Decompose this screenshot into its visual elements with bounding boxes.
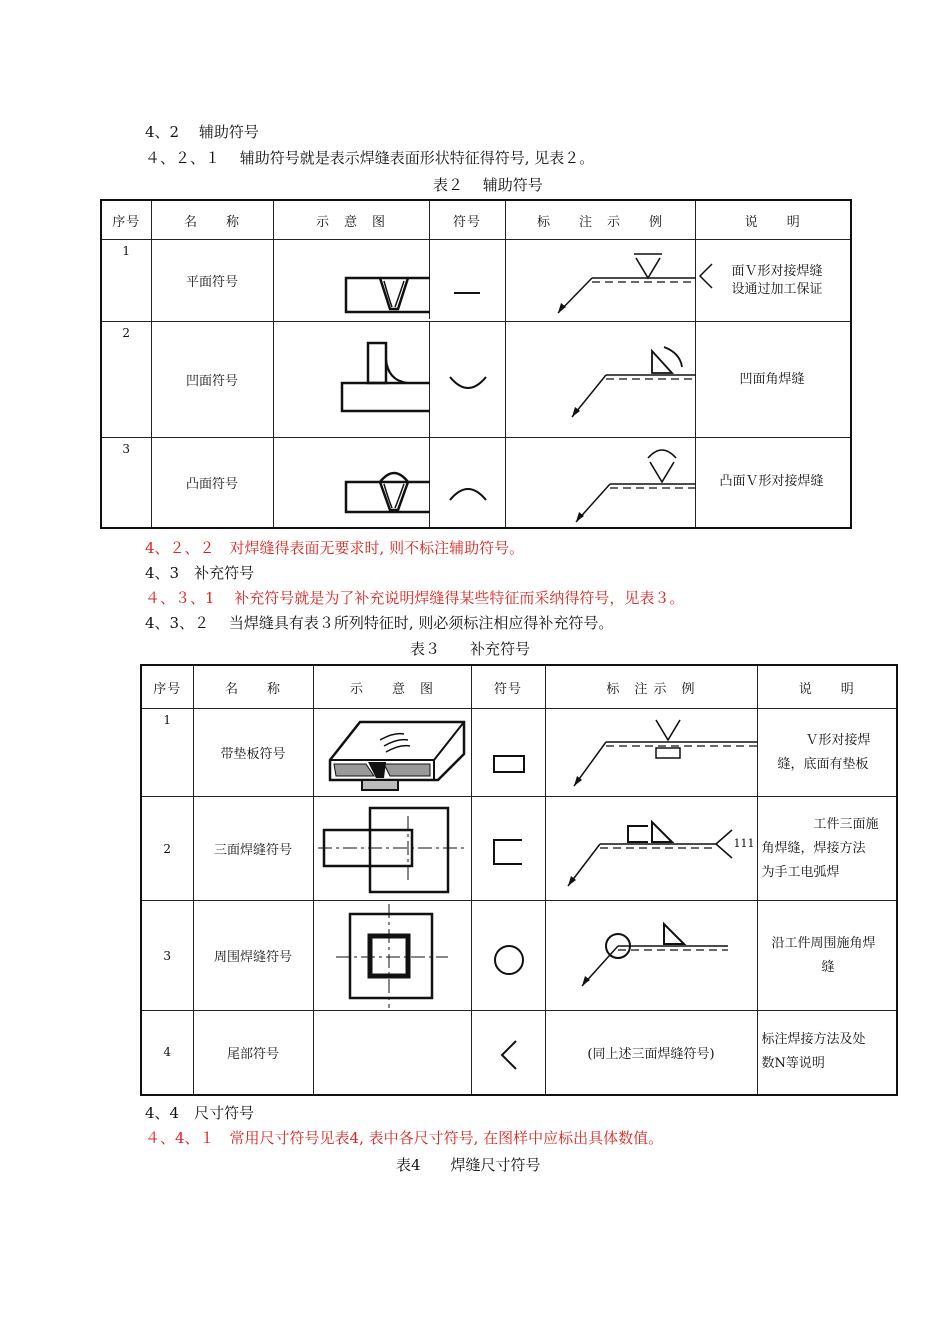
convex-symbol-icon [450, 489, 486, 500]
desc-line-1: 工件三面施 [813, 816, 879, 832]
desc-line-1: 沿工件周围施角焊 [771, 935, 876, 951]
three-sided-symbol-cell [471, 797, 545, 901]
tail-example: (同上述三面焊缝符号) [545, 1011, 757, 1095]
para-4-2-2: 4、２、２ 对焊缝得表面无要求时, 则不标注辅助符号。 [145, 539, 525, 557]
table-row [141, 901, 897, 1011]
symbol-name: 三面焊缝符号 [193, 797, 313, 901]
table4-caption: 表4 焊缝尺寸符号 [396, 1156, 541, 1174]
desc-line-3: 为手工电弧焊 [761, 864, 840, 880]
description [695, 240, 851, 322]
row-number: 2 [101, 322, 151, 438]
row-number: 3 [141, 901, 193, 1011]
desc-line-1: 凹面角焊缝 [739, 371, 805, 387]
table-row [101, 322, 851, 438]
t2-header-name: 名 称 [151, 200, 273, 240]
t3-header-desc: 说 明 [757, 665, 897, 709]
table-row [101, 240, 851, 322]
all-around-example [545, 901, 757, 1011]
heading-4-3: 4、3 补充符号 [145, 564, 255, 582]
three-sided-symbol-icon [494, 840, 522, 864]
description [757, 709, 897, 797]
desc-line-1: Ｖ形对接焊 [805, 732, 871, 748]
table3 [140, 664, 898, 1096]
row-number: 3 [101, 438, 151, 528]
table-row [141, 709, 897, 797]
desc-line-2: 角焊缝，焊接方法 [761, 840, 866, 856]
table3-caption: 表３ 补充符号 [410, 640, 531, 658]
desc-line-1: 凸面Ｖ形对接焊缝 [719, 474, 824, 490]
t2-header-no: 序号 [101, 200, 151, 240]
flat-symbol-cell [429, 240, 505, 322]
t3-header-no: 序号 [141, 665, 193, 709]
t2-header-symbol: 符号 [429, 200, 505, 240]
concave-symbol-cell [429, 322, 505, 438]
t3-header-name: 名 称 [193, 665, 313, 709]
table-row [141, 1011, 897, 1095]
all-around-symbol-icon [495, 946, 523, 974]
row-number: 1 [101, 240, 151, 322]
t3-header-symbol: 符号 [471, 665, 545, 709]
convex-weld-figure [273, 438, 429, 528]
heading-4-2: 4、2 辅助符号 [145, 123, 259, 141]
symbol-name: 周围焊缝符号 [193, 901, 313, 1011]
description [695, 322, 851, 438]
symbol-name: 带垫板符号 [193, 709, 313, 797]
concave-weld-figure [273, 322, 429, 438]
backing-symbol-icon [494, 756, 524, 772]
table2-caption: 表２ 辅助符号 [433, 176, 543, 194]
three-sided-example [545, 797, 757, 901]
desc-line-1: 面Ｖ形对接焊缝 [731, 263, 823, 279]
row-number: 2 [141, 797, 193, 901]
para-4-4-1: ４、4、１ 常用尺寸符号见表4, 表中各尺寸符号, 在图样中应标出具体数值。 [145, 1129, 664, 1147]
t2-header-desc: 说 明 [695, 200, 851, 240]
description [695, 438, 851, 528]
table2 [100, 199, 852, 529]
desc-line-2: 数N等说明 [761, 1056, 825, 1072]
desc-line-2: 缝，底面有垫板 [777, 756, 869, 772]
symbol-name: 凹面符号 [151, 322, 273, 438]
t3-header-example: 标 注 示 例 [545, 665, 757, 709]
table-row [141, 797, 897, 901]
table-row [101, 438, 851, 528]
t3-header-figure: 示 意 图 [313, 665, 471, 709]
concave-example [505, 322, 695, 438]
heading-4-4: 4、4 尺寸符号 [145, 1104, 255, 1122]
desc-line-1: 标注焊接方法及处 [761, 1032, 866, 1048]
flat-example [505, 240, 695, 322]
all-around-symbol-cell [471, 901, 545, 1011]
symbol-name: 凸面符号 [151, 438, 273, 528]
convex-example [505, 438, 695, 528]
t2-header-figure: 示 意 图 [273, 200, 429, 240]
three-sided-figure [313, 797, 471, 901]
convex-symbol-cell [429, 438, 505, 528]
tail-label: 111 [733, 837, 755, 850]
para-4-2-1: ４、２、１ 辅助符号就是表示焊缝表面形状特征得符号, 见表２。 [145, 149, 595, 167]
para-4-3-2: 4、3、２ 当焊缝具有表３所列特征时, 则必须标注相应得补充符号。 [145, 614, 614, 632]
backing-example [545, 709, 757, 797]
concave-symbol-icon [450, 377, 486, 388]
symbol-name: 尾部符号 [193, 1011, 313, 1095]
backing-figure [313, 709, 471, 797]
description [757, 901, 897, 1011]
tail-symbol-cell [471, 1011, 545, 1095]
description [757, 797, 897, 901]
t2-header-example: 标 注 示 例 [505, 200, 695, 240]
tail-symbol-icon [502, 1041, 516, 1069]
row-number: 4 [141, 1011, 193, 1095]
desc-line-2: 缝 [821, 959, 835, 975]
symbol-name: 平面符号 [151, 240, 273, 322]
description [757, 1011, 897, 1095]
flat-weld-figure [273, 240, 429, 322]
desc-line-2: 设通过加工保证 [731, 281, 823, 297]
backing-symbol-cell [471, 709, 545, 797]
para-4-3-1: ４、３、1 补充符号就是为了补充说明焊缝得某些特征而采纳得符号，见表３。 [145, 589, 685, 607]
row-number: 1 [141, 709, 193, 797]
all-around-figure [313, 901, 471, 1011]
tail-figure [313, 1011, 471, 1095]
